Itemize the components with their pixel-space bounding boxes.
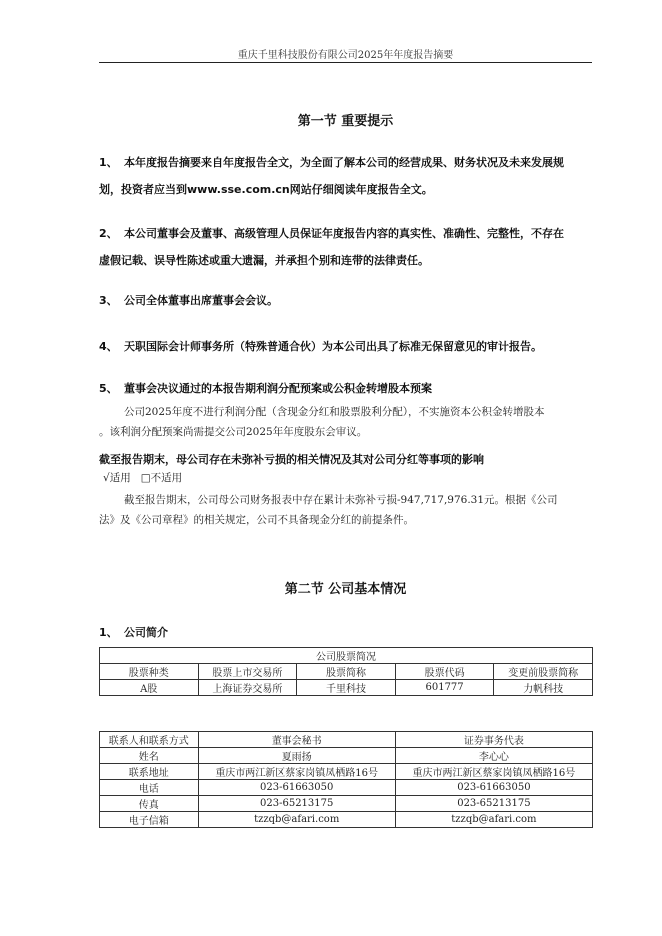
table-cell: 电子信箱 [100, 812, 199, 828]
table-cell: 联系地址 [100, 764, 199, 780]
table-header: 董事会秘书 [198, 732, 395, 748]
header-divider [99, 62, 592, 63]
table-cell: A股 [100, 680, 199, 696]
section1-title: 第一节 重要提示 [297, 114, 394, 129]
table-cell: tzzqb@afari.com [198, 812, 395, 828]
company-profile-heading [99, 619, 592, 646]
stock-overview-table [99, 647, 593, 696]
table-cell: 力帆科技 [494, 680, 593, 696]
table-cell: 023-65213175 [198, 796, 395, 812]
notice-item-2 [99, 220, 592, 274]
table-row [100, 748, 593, 764]
table-caption: 公司股票简况 [100, 648, 593, 664]
page-header: 重庆千里科技股份有限公司2025年年度报告摘要 [237, 50, 454, 61]
table-cell: tzzqb@afari.com [395, 812, 592, 828]
item-text-cont: 划，投资者应当到www.sse.com.cn网站仔细阅读年度报告全文。 [99, 183, 433, 196]
table-header: 股票种类 [100, 664, 199, 680]
item-text: 天职国际会计师事务所（特殊普通合伙）为本公司出具了标准无保留意见的审计报告。 [124, 340, 542, 353]
table-cell: 夏雨扬 [198, 748, 395, 764]
applicability-checks [103, 470, 182, 485]
table-header: 证券事务代表 [395, 732, 592, 748]
table-cell: 023-65213175 [395, 796, 592, 812]
table-header: 股票上市交易所 [198, 664, 297, 680]
check-applicable: √适用 [103, 472, 131, 484]
item-text: 本年度报告摘要来自年度报告全文，为全面了解本公司的经营成果、财务状况及未来发展规 [124, 156, 564, 169]
table-cell: 传真 [100, 796, 199, 812]
item-number: 2、 [99, 227, 118, 240]
table-row [100, 764, 593, 780]
table-cell: 重庆市两江新区蔡家岗镇凤栖路16号 [395, 764, 592, 780]
item-text-cont: 虚假记载、误导性陈述或重大遗漏，并承担个别和连带的法律责任。 [99, 254, 429, 267]
table-cell: 601777 [395, 680, 494, 696]
table-row [100, 780, 593, 796]
contact-table [99, 731, 593, 828]
notice-item-3 [99, 287, 592, 314]
section2-title: 第二节 公司基本情况 [284, 582, 407, 597]
table-cell: 李心心 [395, 748, 592, 764]
check-not-applicable: □不适用 [140, 472, 183, 484]
table-cell: 上海证券交易所 [198, 680, 297, 696]
table-header-row [100, 664, 593, 680]
table-row [100, 796, 593, 812]
table-row [100, 812, 593, 828]
item-number: 1、 [99, 626, 118, 639]
item-number: 3、 [99, 294, 118, 307]
item-number: 1、 [99, 156, 118, 169]
item-number: 5、 [99, 382, 118, 395]
item-text: 公司简介 [124, 626, 168, 639]
notice-item-5 [99, 375, 592, 402]
table-header: 股票代码 [395, 664, 494, 680]
item-text: 董事会决议通过的本报告期利润分配预案或公积金转增股本预案 [124, 382, 432, 395]
table-header: 联系人和联系方式 [100, 732, 199, 748]
table-cell: 023-61663050 [395, 780, 592, 796]
table-cell: 重庆市两江新区蔡家岗镇凤栖路16号 [198, 764, 395, 780]
table-row [100, 680, 593, 696]
deficit-text: 截至报告期末，公司母公司财务报表中存在累计未弥补亏损-947,717,976.31元。根据《公司 法》及《公司章程》的相关规定，公司不具备现金分红的前提条件。 [99, 494, 558, 526]
notice-item-1 [99, 149, 592, 203]
table-header: 股票简称 [297, 664, 396, 680]
item-number: 4、 [99, 340, 118, 353]
table-cell: 电话 [100, 780, 199, 796]
table-header-row [100, 732, 593, 748]
table-cell: 023-61663050 [198, 780, 395, 796]
table-cell: 姓名 [100, 748, 199, 764]
table-cell: 千里科技 [297, 680, 396, 696]
notice-item-4 [99, 333, 592, 360]
profit-distribution-text: 公司2025年度不进行利润分配（含现金分红和股票股利分配），不实施资本公积金转增股本 。该利润分配预案尚需提交公司2025年年度股东会审议。 [99, 406, 545, 438]
item-text: 公司全体董事出席董事会会议。 [124, 294, 278, 307]
item-text: 本公司董事会及董事、高级管理人员保证年度报告内容的真实性、准确性、完整性，不存在 [124, 227, 564, 240]
table-header: 变更前股票简称 [494, 664, 593, 680]
deficit-title: 截至报告期末，母公司存在未弥补亏损的相关情况及其对公司分红等事项的影响 [99, 453, 484, 466]
